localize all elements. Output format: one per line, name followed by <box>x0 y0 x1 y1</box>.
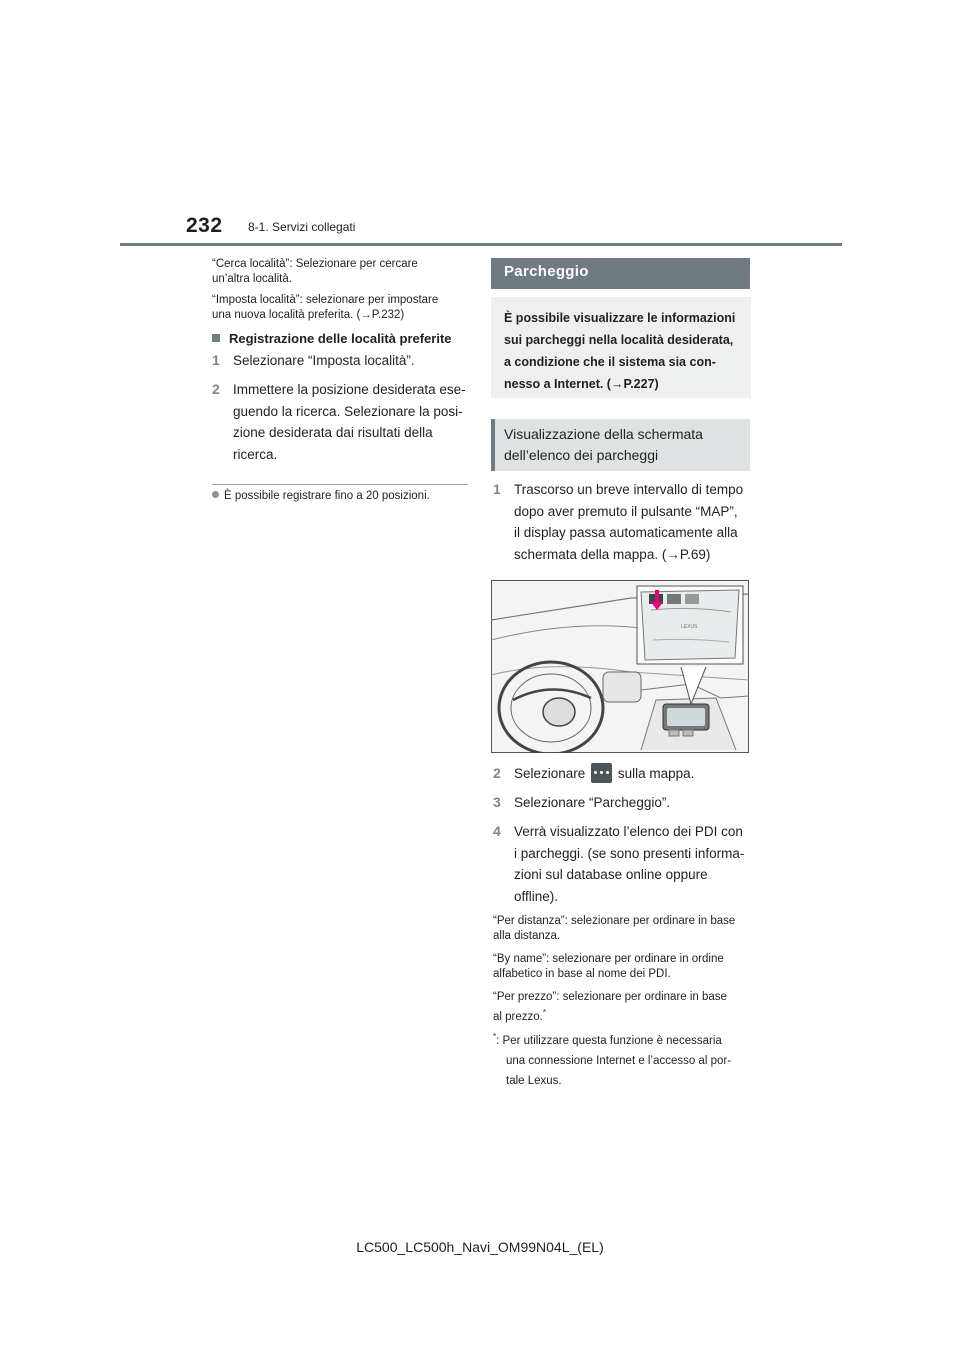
note-line: “Per distanza”: selezionare per ordinare in base <box>493 915 736 927</box>
step-text <box>514 821 744 907</box>
step-line: Immettere la posizione desiderata ese- <box>233 382 466 397</box>
note-line: alfabetico in base al nome dei PDI. <box>493 968 671 980</box>
step-text-before: Selezionare <box>514 766 586 781</box>
step-text <box>233 379 466 465</box>
note-prezzo <box>493 990 727 1025</box>
right-step-1 <box>493 479 751 562</box>
note-text: al prezzo. <box>493 1010 543 1023</box>
info-line: a condizione che il sistema sia con- <box>504 355 716 369</box>
note-line: “Per prezzo”: selezionare per ordinare in base <box>493 991 727 1003</box>
footnote-marker: * <box>493 1032 497 1041</box>
note-line <box>493 1005 727 1025</box>
step-number: 2 <box>493 765 501 781</box>
step-text-after: sulla mappa. <box>617 766 695 781</box>
note-by-name <box>493 952 724 982</box>
step-text: Selezionare “Parcheggio”. <box>514 795 671 810</box>
step-line: zione desiderata dai risultati della <box>233 425 433 440</box>
info-text <box>504 307 744 395</box>
info-line: sui parcheggi nella località desiderata, <box>504 333 734 347</box>
step-line: offline). <box>514 888 559 904</box>
step-number: 2 <box>212 381 220 397</box>
note-line: “By name”: selezionare per ordinare in ordine <box>493 953 724 965</box>
step-number: 1 <box>212 352 220 368</box>
step-text: Selezionare “Imposta località”. <box>233 353 415 368</box>
subsection-heading-bar <box>491 419 750 471</box>
left-step-1 <box>212 350 415 372</box>
step-line: Verrà visualizzato l’elenco dei PDI con <box>514 824 743 839</box>
subsection-heading <box>504 424 744 466</box>
right-step-3 <box>493 792 671 814</box>
step-number: 3 <box>493 794 501 810</box>
note-line: “Imposta località”: selezionare per impostare <box>212 294 439 306</box>
step-line: ricerca. <box>233 446 278 462</box>
illustration-logo: LEXUS <box>681 624 698 630</box>
subheading-registrazione <box>212 331 452 346</box>
footnote-marker: * <box>542 1008 546 1017</box>
header-rule <box>120 243 842 246</box>
section-heading: Parcheggio <box>504 263 589 280</box>
subsection-line: dell’elenco dei parcheggi <box>504 447 659 463</box>
bullet-text: È possibile registrare fino a 20 posizioni. <box>224 490 430 502</box>
step-line: schermata della mappa. (→P.69) <box>514 546 711 562</box>
right-step-2 <box>493 763 751 785</box>
circle-bullet-icon <box>212 491 219 498</box>
step-number: 1 <box>493 481 501 497</box>
info-box <box>491 297 751 398</box>
dashboard-illustration <box>491 580 749 753</box>
note-line: una nuova località preferita. (→P.232) <box>212 309 405 321</box>
right-step-4 <box>493 821 751 904</box>
note-cerca <box>212 257 418 287</box>
step-line: dopo aver premuto il pulsante “MAP”, <box>514 503 738 519</box>
section-title: 8-1. Servizi collegati <box>248 220 356 234</box>
footnote <box>493 1027 731 1091</box>
footnote-line: tale Lexus. <box>506 1074 562 1087</box>
left-step-2 <box>212 379 472 462</box>
section-heading-bar <box>491 258 750 289</box>
step-number: 4 <box>493 823 501 839</box>
step-line: il display passa automaticamente alla <box>514 525 738 540</box>
footnote-line <box>493 1027 731 1051</box>
note-line: alla distanza. <box>493 930 561 942</box>
step-line: Trascorso un breve intervallo di tempo <box>514 482 744 497</box>
note-imposta <box>212 293 438 323</box>
step-line: i parcheggi. (se sono presenti informa- <box>514 845 745 861</box>
step-line: zioni sul database online oppure <box>514 867 708 882</box>
note-line: un’altra località. <box>212 273 292 285</box>
note-line: “Cerca località”: Selezionare per cercare <box>212 258 418 270</box>
page-number: 232 <box>186 214 223 237</box>
info-line: È possibile visualizzare le informazioni <box>504 311 736 325</box>
step-text <box>514 479 743 565</box>
document-footer: LC500_LC500h_Navi_OM99N04L_(EL) <box>356 1239 604 1255</box>
subsection-line: Visualizzazione della schermata <box>504 426 703 442</box>
step-line: guendo la ricerca. Selezionare la posi- <box>233 403 463 419</box>
note-distanza <box>493 914 735 944</box>
info-line: nesso a Internet. (→P.227) <box>504 377 659 391</box>
bullet-note <box>212 489 430 504</box>
divider <box>212 484 468 485</box>
step-text <box>514 763 694 785</box>
subheading-text: Registrazione delle località preferite <box>229 331 452 346</box>
footnote-line: una connessione Internet e l’accesso al por- <box>506 1054 732 1067</box>
footnote-text: : Per utilizzare questa funzione è necessaria <box>496 1034 722 1047</box>
square-bullet-icon <box>212 334 220 342</box>
three-dots-icon <box>591 763 612 783</box>
